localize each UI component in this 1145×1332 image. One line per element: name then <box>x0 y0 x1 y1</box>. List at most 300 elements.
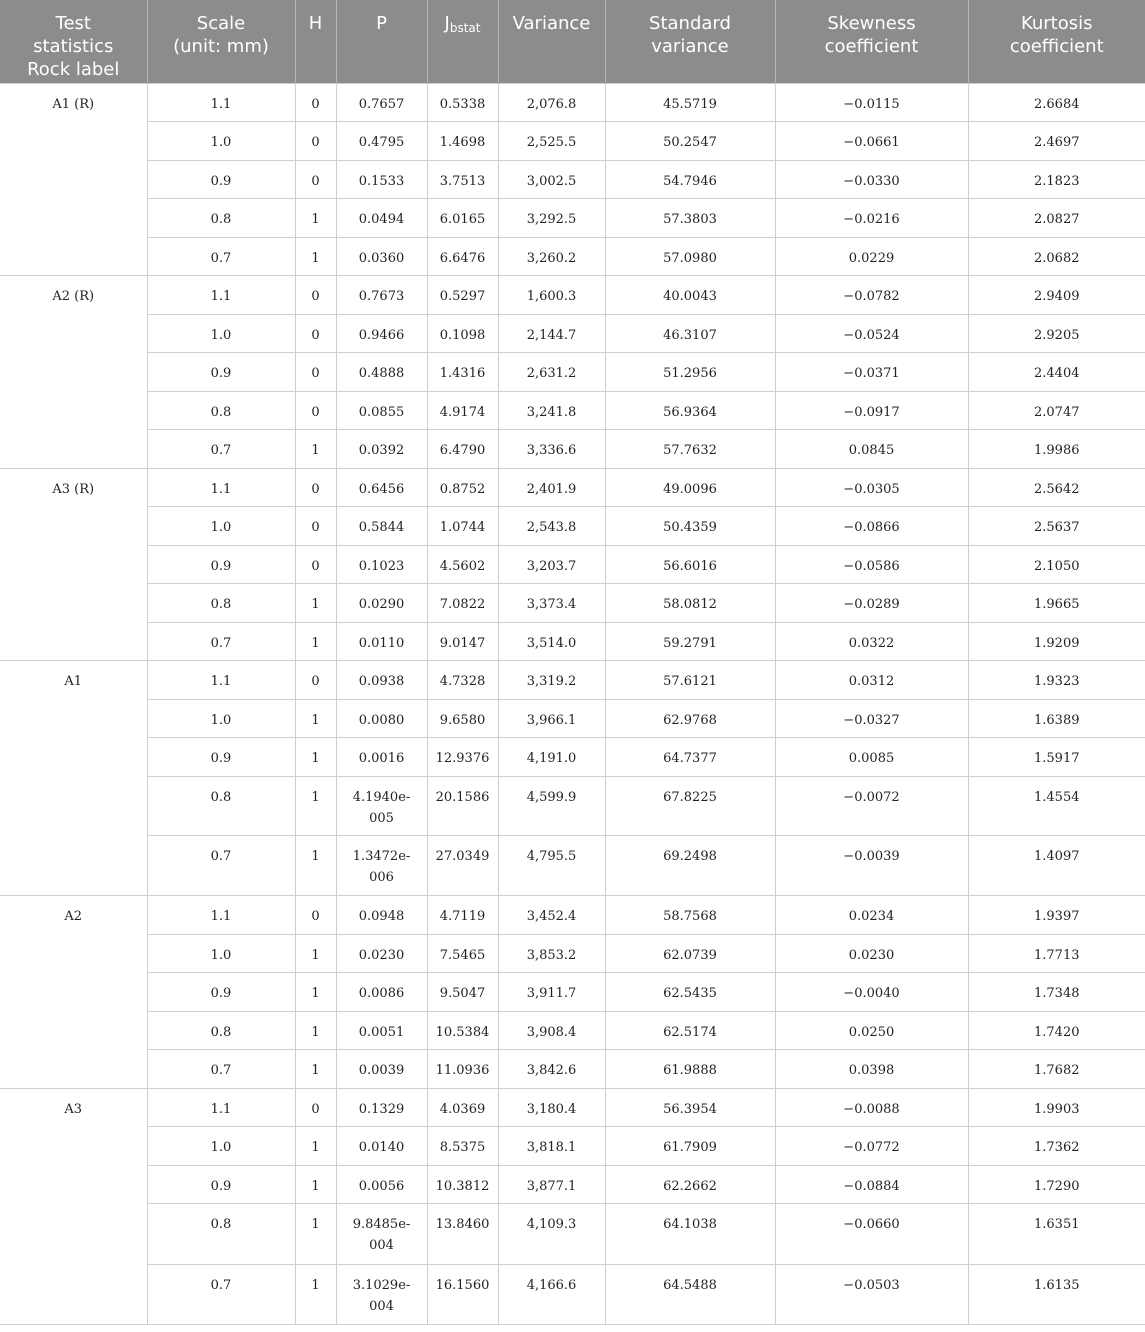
std-variance-cell: 62.9768 <box>605 699 775 738</box>
header-scale <box>147 0 295 83</box>
std-variance-cell: 56.3954 <box>605 1088 775 1127</box>
p-value-part1: 3.1029e- <box>352 1277 411 1293</box>
skewness-cell: −0.0586 <box>775 545 968 584</box>
scale-cell: 1.0 <box>147 934 295 973</box>
table-row <box>0 237 1145 276</box>
variance-cell: 2,525.5 <box>498 122 605 161</box>
variance-cell: 4,191.0 <box>498 738 605 777</box>
p-cell: 0.5844 <box>336 507 427 546</box>
table-row <box>0 122 1145 161</box>
skewness-cell: −0.0917 <box>775 391 968 430</box>
skewness-cell: 0.0234 <box>775 896 968 935</box>
h-cell: 0 <box>295 83 336 122</box>
variance-cell: 3,336.6 <box>498 430 605 469</box>
skewness-cell: −0.0072 <box>775 776 968 835</box>
rock-label-cell: A1 (R) <box>0 83 147 276</box>
table-row <box>0 622 1145 661</box>
table-row <box>0 835 1145 896</box>
kurtosis-cell: 2.0827 <box>968 199 1145 238</box>
table-row <box>0 314 1145 353</box>
h-cell: 1 <box>295 1165 336 1204</box>
jbstat-cell: 3.7513 <box>427 160 498 199</box>
kurtosis-cell: 1.6351 <box>968 1204 1145 1265</box>
h-cell: 0 <box>295 661 336 700</box>
table-row <box>0 699 1145 738</box>
scale-cell: 0.7 <box>147 1264 295 1325</box>
jbstat-cell: 16.1560 <box>427 1264 498 1325</box>
std-variance-cell: 61.9888 <box>605 1050 775 1089</box>
std-variance-cell: 62.0739 <box>605 934 775 973</box>
jbstat-cell: 7.0822 <box>427 584 498 623</box>
variance-cell: 3,818.1 <box>498 1127 605 1166</box>
kurtosis-cell: 1.7420 <box>968 1011 1145 1050</box>
header-scale-line2: (unit: mm) <box>173 36 269 57</box>
jbstat-cell: 4.0369 <box>427 1088 498 1127</box>
std-variance-cell: 40.0043 <box>605 276 775 315</box>
table-row <box>0 1011 1145 1050</box>
skewness-cell: 0.0085 <box>775 738 968 777</box>
table-row <box>0 584 1145 623</box>
scale-cell: 0.7 <box>147 1050 295 1089</box>
scale-cell: 0.7 <box>147 622 295 661</box>
jbstat-cell: 6.4790 <box>427 430 498 469</box>
variance-cell: 4,109.3 <box>498 1204 605 1265</box>
std-variance-cell: 69.2498 <box>605 835 775 896</box>
p-cell: 0.4795 <box>336 122 427 161</box>
skewness-cell: 0.0229 <box>775 237 968 276</box>
scale-cell: 1.1 <box>147 661 295 700</box>
h-cell: 0 <box>295 545 336 584</box>
p-cell: 0.0230 <box>336 934 427 973</box>
h-cell: 1 <box>295 1127 336 1166</box>
kurtosis-cell: 1.9986 <box>968 430 1145 469</box>
scale-cell: 1.0 <box>147 507 295 546</box>
kurtosis-cell: 1.4554 <box>968 776 1145 835</box>
header-h-label: H <box>308 13 323 34</box>
jbstat-cell: 10.3812 <box>427 1165 498 1204</box>
variance-cell: 4,166.6 <box>498 1264 605 1325</box>
p-cell: 0.1023 <box>336 545 427 584</box>
kurtosis-cell: 2.4697 <box>968 122 1145 161</box>
kurtosis-cell: 1.9209 <box>968 622 1145 661</box>
kurtosis-cell: 2.4404 <box>968 353 1145 392</box>
p-cell: 0.0140 <box>336 1127 427 1166</box>
h-cell: 0 <box>295 353 336 392</box>
jbstat-cell: 0.5338 <box>427 83 498 122</box>
header-rock-label-line3: Rock label <box>27 59 120 80</box>
variance-cell: 3,452.4 <box>498 896 605 935</box>
h-cell: 1 <box>295 584 336 623</box>
table-row <box>0 1127 1145 1166</box>
rock-label-cell: A3 (R) <box>0 468 147 661</box>
header-jbstat <box>427 0 498 83</box>
p-cell: 0.0056 <box>336 1165 427 1204</box>
std-variance-cell: 64.1038 <box>605 1204 775 1265</box>
jbstat-cell: 4.9174 <box>427 391 498 430</box>
std-variance-cell: 62.5174 <box>605 1011 775 1050</box>
skewness-cell: 0.0845 <box>775 430 968 469</box>
variance-cell: 3,373.4 <box>498 584 605 623</box>
skewness-cell: −0.0327 <box>775 699 968 738</box>
scale-cell: 1.1 <box>147 1088 295 1127</box>
skewness-cell: 0.0250 <box>775 1011 968 1050</box>
scale-cell: 0.8 <box>147 584 295 623</box>
skewness-cell: −0.0289 <box>775 584 968 623</box>
variance-cell: 3,514.0 <box>498 622 605 661</box>
variance-cell: 3,002.5 <box>498 160 605 199</box>
variance-cell: 2,401.9 <box>498 468 605 507</box>
scale-cell: 0.9 <box>147 738 295 777</box>
std-variance-cell: 50.2547 <box>605 122 775 161</box>
skewness-cell: −0.0782 <box>775 276 968 315</box>
jbstat-cell: 1.0744 <box>427 507 498 546</box>
std-variance-cell: 61.7909 <box>605 1127 775 1166</box>
jbstat-cell: 9.0147 <box>427 622 498 661</box>
variance-cell: 3,203.7 <box>498 545 605 584</box>
h-cell: 0 <box>295 160 336 199</box>
kurtosis-cell: 2.6684 <box>968 83 1145 122</box>
scale-cell: 1.0 <box>147 314 295 353</box>
p-cell: 0.6456 <box>336 468 427 507</box>
std-variance-cell: 62.5435 <box>605 973 775 1012</box>
jbstat-cell: 4.5602 <box>427 545 498 584</box>
variance-cell: 2,144.7 <box>498 314 605 353</box>
scale-cell: 0.8 <box>147 391 295 430</box>
variance-cell: 2,631.2 <box>498 353 605 392</box>
std-variance-cell: 45.5719 <box>605 83 775 122</box>
variance-cell: 4,599.9 <box>498 776 605 835</box>
table-row <box>0 1204 1145 1265</box>
p-value-part2: 004 <box>369 1298 394 1314</box>
kurtosis-cell: 1.4097 <box>968 835 1145 896</box>
skewness-cell: −0.0866 <box>775 507 968 546</box>
variance-cell: 3,877.1 <box>498 1165 605 1204</box>
p-cell: 0.1329 <box>336 1088 427 1127</box>
jbstat-cell: 20.1586 <box>427 776 498 835</box>
p-cell: 0.0855 <box>336 391 427 430</box>
std-variance-cell: 56.9364 <box>605 391 775 430</box>
table-row <box>0 1264 1145 1325</box>
jbstat-cell: 6.0165 <box>427 199 498 238</box>
p-cell <box>336 1264 427 1325</box>
header-variance-label: Variance <box>512 13 591 34</box>
kurtosis-cell: 2.1823 <box>968 160 1145 199</box>
p-cell: 0.0110 <box>336 622 427 661</box>
jbstat-cell: 9.5047 <box>427 973 498 1012</box>
skewness-cell: −0.0115 <box>775 83 968 122</box>
header-kurtosis-line1: Kurtosis <box>1020 13 1093 34</box>
h-cell: 0 <box>295 314 336 353</box>
scale-cell: 1.1 <box>147 83 295 122</box>
scale-cell: 1.1 <box>147 276 295 315</box>
p-cell: 0.0051 <box>336 1011 427 1050</box>
std-variance-cell: 58.7568 <box>605 896 775 935</box>
header-p <box>336 0 427 83</box>
kurtosis-cell: 2.5642 <box>968 468 1145 507</box>
variance-cell: 2,076.8 <box>498 83 605 122</box>
variance-cell: 3,260.2 <box>498 237 605 276</box>
p-cell <box>336 1204 427 1265</box>
jbstat-cell: 11.0936 <box>427 1050 498 1089</box>
table-row <box>0 160 1145 199</box>
variance-cell: 3,966.1 <box>498 699 605 738</box>
std-variance-cell: 67.8225 <box>605 776 775 835</box>
table-row <box>0 661 1145 700</box>
skewness-cell: −0.0660 <box>775 1204 968 1265</box>
variance-cell: 4,795.5 <box>498 835 605 896</box>
h-cell: 1 <box>295 776 336 835</box>
header-std-variance-line2: variance <box>651 36 729 57</box>
skewness-cell: −0.0884 <box>775 1165 968 1204</box>
scale-cell: 0.9 <box>147 973 295 1012</box>
kurtosis-cell: 1.7682 <box>968 1050 1145 1089</box>
kurtosis-cell: 1.5917 <box>968 738 1145 777</box>
scale-cell: 0.8 <box>147 776 295 835</box>
scale-cell: 1.0 <box>147 122 295 161</box>
p-cell: 0.0494 <box>336 199 427 238</box>
p-cell: 0.0392 <box>336 430 427 469</box>
h-cell: 1 <box>295 430 336 469</box>
header-variance <box>498 0 605 83</box>
h-cell: 1 <box>295 699 336 738</box>
header-jbstat-main: J <box>444 13 450 34</box>
header-rock-label-line2: statistics <box>33 36 114 57</box>
p-cell: 0.0290 <box>336 584 427 623</box>
table-row <box>0 353 1145 392</box>
std-variance-cell: 54.7946 <box>605 160 775 199</box>
jbstat-cell: 1.4698 <box>427 122 498 161</box>
table-row <box>0 776 1145 835</box>
p-cell: 0.0016 <box>336 738 427 777</box>
header-skewness <box>775 0 968 83</box>
std-variance-cell: 51.2956 <box>605 353 775 392</box>
header-kurtosis-line2: coefficient <box>1009 36 1104 57</box>
p-cell: 0.0948 <box>336 896 427 935</box>
scale-cell: 1.0 <box>147 1127 295 1166</box>
h-cell: 0 <box>295 276 336 315</box>
table-row <box>0 896 1145 935</box>
jbstat-cell: 8.5375 <box>427 1127 498 1166</box>
p-cell: 0.1533 <box>336 160 427 199</box>
header-std-variance-line1: Standard <box>649 13 731 34</box>
jbstat-cell: 6.6476 <box>427 237 498 276</box>
rock-label-cell: A1 <box>0 661 147 896</box>
p-value-part2: 006 <box>369 869 394 885</box>
jbstat-cell: 27.0349 <box>427 835 498 896</box>
table-row <box>0 430 1145 469</box>
std-variance-cell: 57.0980 <box>605 237 775 276</box>
kurtosis-cell: 2.1050 <box>968 545 1145 584</box>
kurtosis-cell: 1.6389 <box>968 699 1145 738</box>
p-cell: 0.0086 <box>336 973 427 1012</box>
jbstat-cell: 0.5297 <box>427 276 498 315</box>
kurtosis-cell: 1.7348 <box>968 973 1145 1012</box>
kurtosis-cell: 1.9323 <box>968 661 1145 700</box>
kurtosis-cell: 1.7290 <box>968 1165 1145 1204</box>
h-cell: 0 <box>295 1088 336 1127</box>
p-value-part1: 9.8485e- <box>352 1217 411 1232</box>
jbstat-cell: 0.8752 <box>427 468 498 507</box>
table-row <box>0 973 1145 1012</box>
skewness-cell: −0.0216 <box>775 199 968 238</box>
scale-cell: 0.9 <box>147 545 295 584</box>
header-skewness-line2: coefficient <box>824 36 919 57</box>
variance-cell: 3,292.5 <box>498 199 605 238</box>
skewness-cell: 0.0230 <box>775 934 968 973</box>
jbstat-cell: 1.4316 <box>427 353 498 392</box>
table-row <box>0 738 1145 777</box>
kurtosis-cell: 2.9409 <box>968 276 1145 315</box>
p-value-part2: 004 <box>369 1238 394 1253</box>
std-variance-cell: 50.4359 <box>605 507 775 546</box>
h-cell: 1 <box>295 1204 336 1265</box>
h-cell: 1 <box>295 835 336 896</box>
p-cell: 0.0938 <box>336 661 427 700</box>
scale-cell: 0.8 <box>147 1204 295 1265</box>
rock-label-cell: A3 <box>0 1088 147 1325</box>
skewness-cell: −0.0503 <box>775 1264 968 1325</box>
header-p-label: P <box>376 13 387 34</box>
variance-cell: 3,908.4 <box>498 1011 605 1050</box>
h-cell: 1 <box>295 199 336 238</box>
std-variance-cell: 59.2791 <box>605 622 775 661</box>
scale-cell: 0.8 <box>147 199 295 238</box>
skewness-cell: −0.0661 <box>775 122 968 161</box>
header-jbstat-sub: bstat <box>449 21 481 35</box>
skewness-cell: 0.0312 <box>775 661 968 700</box>
variance-cell: 3,180.4 <box>498 1088 605 1127</box>
scale-cell: 0.9 <box>147 160 295 199</box>
std-variance-cell: 56.6016 <box>605 545 775 584</box>
kurtosis-cell: 2.0747 <box>968 391 1145 430</box>
jbstat-cell: 0.1098 <box>427 314 498 353</box>
h-cell: 0 <box>295 122 336 161</box>
h-cell: 1 <box>295 973 336 1012</box>
variance-cell: 3,911.7 <box>498 973 605 1012</box>
variance-cell: 3,853.2 <box>498 934 605 973</box>
std-variance-cell: 57.6121 <box>605 661 775 700</box>
p-cell: 0.9466 <box>336 314 427 353</box>
scale-cell: 1.1 <box>147 896 295 935</box>
scale-cell: 0.7 <box>147 835 295 896</box>
p-cell: 0.0039 <box>336 1050 427 1089</box>
jbstat-cell: 7.5465 <box>427 934 498 973</box>
header-skewness-line1: Skewness <box>827 13 916 34</box>
std-variance-cell: 46.3107 <box>605 314 775 353</box>
std-variance-cell: 62.2662 <box>605 1165 775 1204</box>
skewness-cell: −0.0330 <box>775 160 968 199</box>
p-value-part1: 1.3472e- <box>352 848 411 864</box>
skewness-cell: 0.0398 <box>775 1050 968 1089</box>
skewness-cell: −0.0524 <box>775 314 968 353</box>
kurtosis-cell: 2.9205 <box>968 314 1145 353</box>
kurtosis-cell: 1.7713 <box>968 934 1145 973</box>
p-cell: 0.7657 <box>336 83 427 122</box>
h-cell: 0 <box>295 507 336 546</box>
jbstat-cell: 4.7119 <box>427 896 498 935</box>
header-h <box>295 0 336 83</box>
p-cell: 0.0080 <box>336 699 427 738</box>
std-variance-cell: 58.0812 <box>605 584 775 623</box>
p-cell <box>336 835 427 896</box>
table-row <box>0 199 1145 238</box>
std-variance-cell: 64.7377 <box>605 738 775 777</box>
table-row <box>0 1165 1145 1204</box>
scale-cell: 1.1 <box>147 468 295 507</box>
table-row <box>0 83 1145 122</box>
rock-label-cell: A2 <box>0 896 147 1089</box>
variance-cell: 3,319.2 <box>498 661 605 700</box>
variance-cell: 1,600.3 <box>498 276 605 315</box>
kurtosis-cell: 1.9665 <box>968 584 1145 623</box>
p-cell: 0.7673 <box>336 276 427 315</box>
skewness-cell: −0.0088 <box>775 1088 968 1127</box>
variance-cell: 2,543.8 <box>498 507 605 546</box>
h-cell: 1 <box>295 622 336 661</box>
header-std-variance <box>605 0 775 83</box>
skewness-cell: −0.0040 <box>775 973 968 1012</box>
std-variance-cell: 57.7632 <box>605 430 775 469</box>
table-row <box>0 934 1145 973</box>
skewness-cell: −0.0772 <box>775 1127 968 1166</box>
variance-cell: 3,842.6 <box>498 1050 605 1089</box>
table-row <box>0 507 1145 546</box>
jbstat-cell: 9.6580 <box>427 699 498 738</box>
skewness-cell: −0.0305 <box>775 468 968 507</box>
kurtosis-cell: 1.6135 <box>968 1264 1145 1325</box>
p-cell: 0.0360 <box>336 237 427 276</box>
table-row <box>0 391 1145 430</box>
std-variance-cell: 64.5488 <box>605 1264 775 1325</box>
rock-label-cell: A2 (R) <box>0 276 147 469</box>
header-rock-label <box>0 0 147 83</box>
h-cell: 1 <box>295 1050 336 1089</box>
p-value-part1: 4.1940e- <box>352 789 411 805</box>
p-value-part2: 005 <box>369 810 394 826</box>
table-row <box>0 545 1145 584</box>
kurtosis-cell: 1.7362 <box>968 1127 1145 1166</box>
skewness-cell: −0.0371 <box>775 353 968 392</box>
scale-cell: 1.0 <box>147 699 295 738</box>
p-cell <box>336 776 427 835</box>
kurtosis-cell: 1.9397 <box>968 896 1145 935</box>
h-cell: 1 <box>295 237 336 276</box>
table-row <box>0 1050 1145 1089</box>
scale-cell: 0.9 <box>147 1165 295 1204</box>
scale-cell: 0.7 <box>147 237 295 276</box>
scale-cell: 0.8 <box>147 1011 295 1050</box>
header-rock-label-line1: Test <box>55 13 91 34</box>
h-cell: 1 <box>295 738 336 777</box>
h-cell: 0 <box>295 896 336 935</box>
kurtosis-cell: 2.5637 <box>968 507 1145 546</box>
jbstat-cell: 13.8460 <box>427 1204 498 1265</box>
p-cell: 0.4888 <box>336 353 427 392</box>
skewness-cell: −0.0039 <box>775 835 968 896</box>
header-kurtosis <box>968 0 1145 83</box>
table-header <box>0 0 1145 83</box>
h-cell: 0 <box>295 468 336 507</box>
jbstat-cell: 10.5384 <box>427 1011 498 1050</box>
jbstat-cell: 4.7328 <box>427 661 498 700</box>
table-row <box>0 276 1145 315</box>
table-row <box>0 468 1145 507</box>
header-scale-line1: Scale <box>196 13 246 34</box>
kurtosis-cell: 2.0682 <box>968 237 1145 276</box>
h-cell: 0 <box>295 391 336 430</box>
kurtosis-cell: 1.9903 <box>968 1088 1145 1127</box>
h-cell: 1 <box>295 1011 336 1050</box>
